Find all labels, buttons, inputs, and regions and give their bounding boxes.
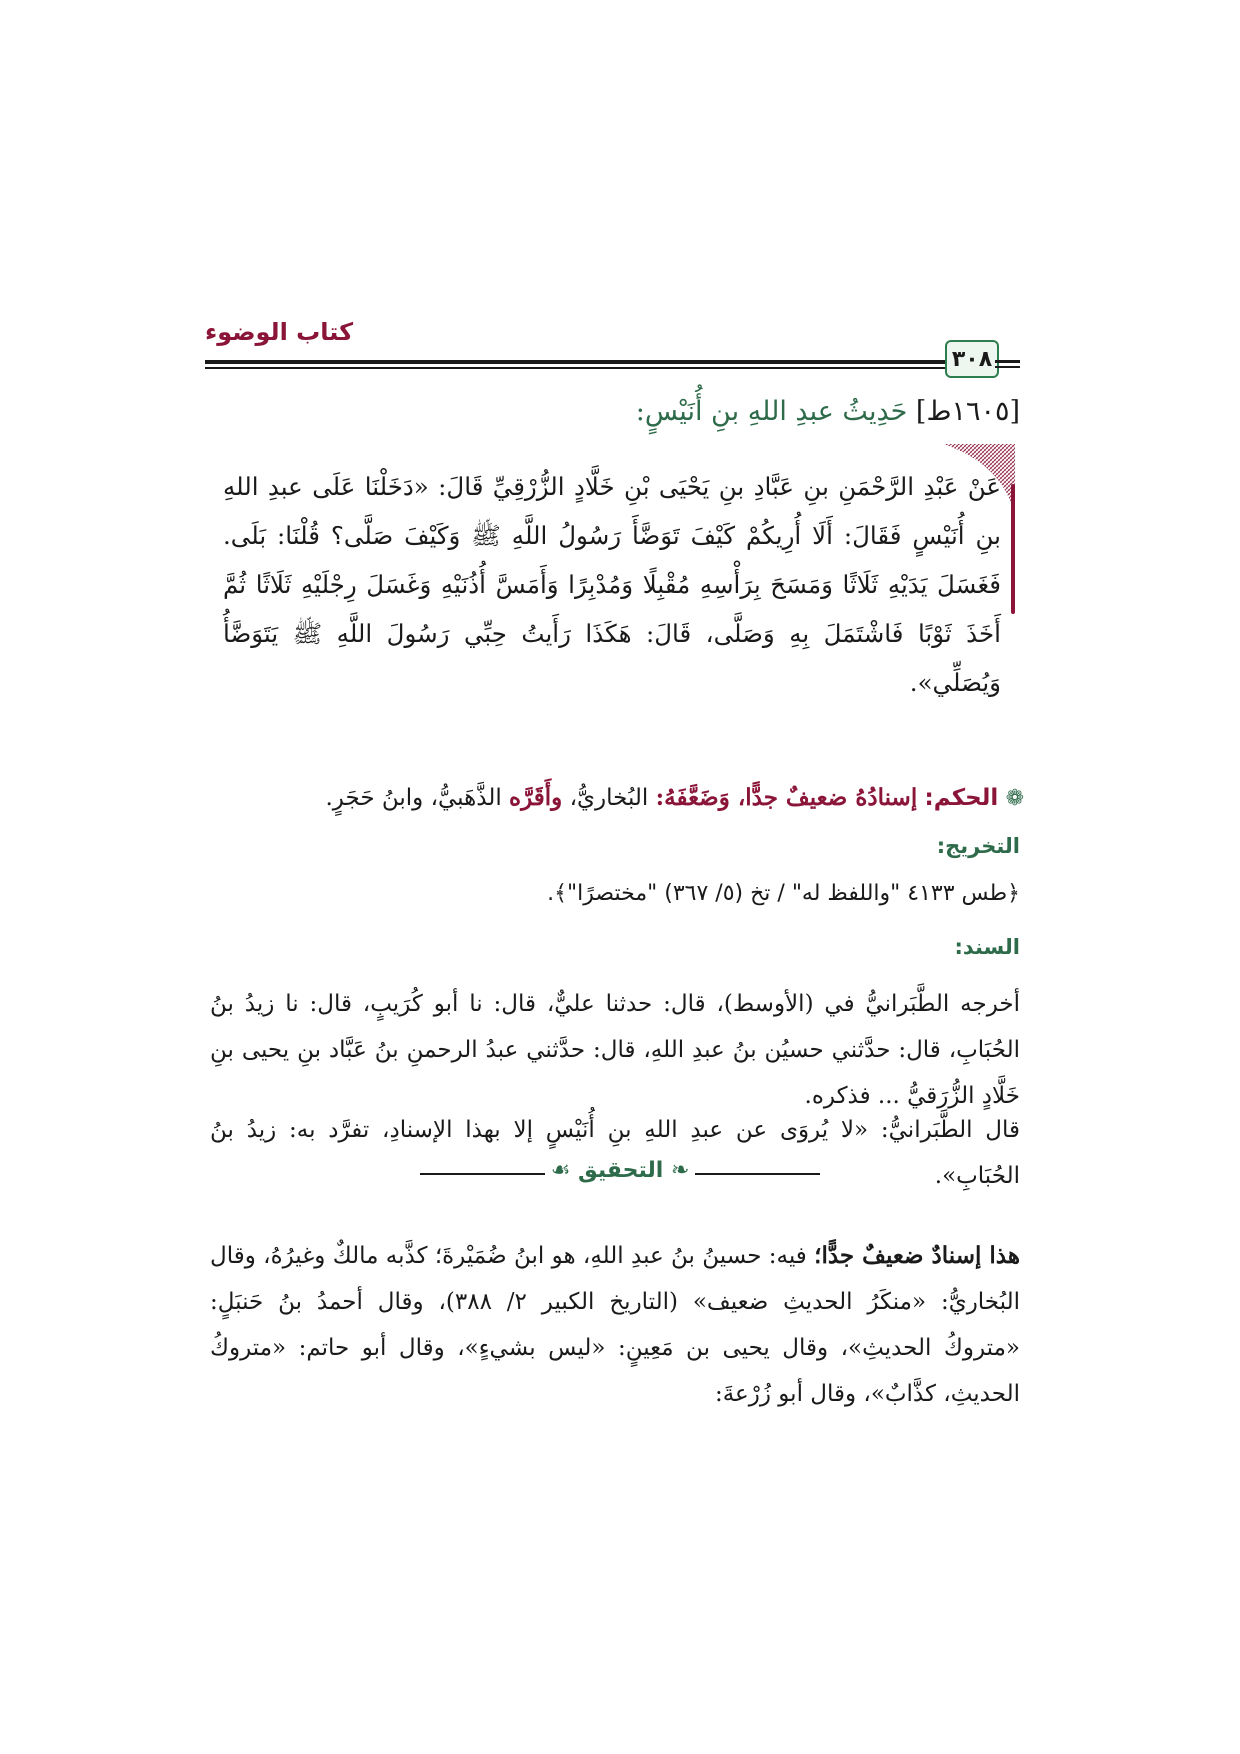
verdict-value: إسنادُهُ ضعيفٌ جدًّا، وَضَعَّفَهُ: bbox=[655, 784, 918, 811]
header-rule-tail-thin bbox=[995, 366, 1020, 368]
hadith-box bbox=[215, 444, 1015, 770]
verdict-label: الحكم: bbox=[924, 785, 999, 811]
tahqiq-text: فيه: حسينُ بنُ عبدِ اللهِ، هو ابنُ ضُمَيْرةَ؛ كذَّبه مالكٌ وغيرُهُ، وقال البُخاريُّ: «منكَرُ الحديثِ ضعيف» (التاريخ الكبير ٢/ ٣٨٨)، وقال أحمدُ بنُ حَنبَلٍ: «متروكُ الحديثِ»، وقال يحيى بن مَعِينٍ: «ليس بشيءٍ»، وقال أبو حاتم: «متروكُ الحديثِ، كذَّابٌ»، وقال أبو زُرْعةَ: bbox=[210, 1243, 1020, 1407]
tahqiq-lead: هذا إسنادٌ ضعيفٌ جدًّا؛ bbox=[814, 1242, 1021, 1269]
sanad-label: السند: bbox=[954, 935, 1020, 959]
hadith-heading bbox=[636, 396, 1020, 427]
tahqiq-label: التحقيق bbox=[578, 1158, 664, 1183]
verdict-approved-label: وأَقَرَّه bbox=[509, 784, 563, 811]
hadith-text: عَنْ عَبْدِ الرَّحْمَنِ بنِ عَبَّادِ بنِ يَحْيَى بْنِ خَلَّادٍ الزُّرْقِيِّ قَالَ: «دَخَلْنَا عَلَى عبدِ اللهِ بنِ أُنَيْسٍ فَقَالَ: أَلَا أُرِيكُمْ كَيْفَ تَوَضَّأَ رَسُولُ اللَّهِ ﷺ وَكَيْفَ صَلَّى؟ قُلْنَا: بَلَى. فَغَسَلَ يَدَيْهِ ثَلَاثًا وَمَسَحَ بِرَأْسِهِ مُقْبِلًا وَمُدْبِرًا وَأَمَسَّ أُذُنَيْهِ وَغَسَلَ رِجْلَيْهِ ثَلَاثًا ثُمَّ أَخَذَ ثَوْبًا فَاشْتَمَلَ بِهِ وَصَلَّى، قَالَ: هَكَذَا رَأَيتُ حِبِّي رَسُولَ اللَّهِ ﷺ يَتَوَضَّأُ وَيُصَلِّي». bbox=[223, 472, 1001, 697]
ornament-icon: ☙ bbox=[550, 1158, 571, 1183]
verdict-weakened-by: البُخاريُّ، bbox=[569, 785, 649, 811]
hadith-side-bar bbox=[1011, 484, 1015, 614]
tahqiq-divider bbox=[420, 1158, 820, 1188]
takhrij-label: التخريج: bbox=[936, 834, 1020, 858]
tahqiq-paragraph bbox=[210, 1233, 1020, 1417]
header-rule-tail bbox=[995, 360, 1020, 363]
hadith-number: [١٦٠٥ط] bbox=[915, 396, 1020, 427]
takhrij-text: ﴿طس ٤١٣٣ "واللفظ له" / تخ (٥/ ٣٦٧) "مختصرًا"﴾. bbox=[547, 881, 1020, 906]
header-rule-thin bbox=[205, 367, 945, 369]
verdict-approved-by: الذَّهَبيُّ، وابنُ حَجَرٍ. bbox=[325, 785, 502, 811]
flower-icon: ❁ bbox=[1005, 786, 1024, 811]
ornament-icon: ❧ bbox=[670, 1158, 690, 1183]
page-number: ٣٠٨ bbox=[945, 340, 999, 378]
hadith-title: حَدِيثُ عبدِ اللهِ بنِ أُنَيْسٍ: bbox=[635, 396, 908, 427]
sanad-paragraph-1: أخرجه الطَّبَرانيُّ في (الأوسط)، قال: حدثنا عليٌّ، قال: نا أبو كُرَيبٍ، قال: نا زيدُ بنُ الحُبَابِ، قال: حدَّثني حسيُن بنُ عبدِ اللهِ، قال: حدَّثني عبدُ الرحمنِ بنُ عَبَّاد بنِ يحيى بنِ خَلَّادٍ الزُّرَقيُّ ... فذكره. bbox=[210, 991, 1020, 1109]
book-title: كتاب الوضوء bbox=[205, 318, 354, 346]
sanad-paragraph-2: قال الطَّبَرانيُّ: «لا يُروَى عن عبدِ اللهِ بنِ أُنَيْسٍ إلا بهذا الإسنادِ، تفرَّد به: زيدُ بنُ الحُبَابِ». bbox=[210, 1117, 1020, 1189]
page-header bbox=[205, 318, 1020, 376]
verdict-line bbox=[325, 784, 1024, 811]
header-rule-thick bbox=[205, 360, 945, 364]
